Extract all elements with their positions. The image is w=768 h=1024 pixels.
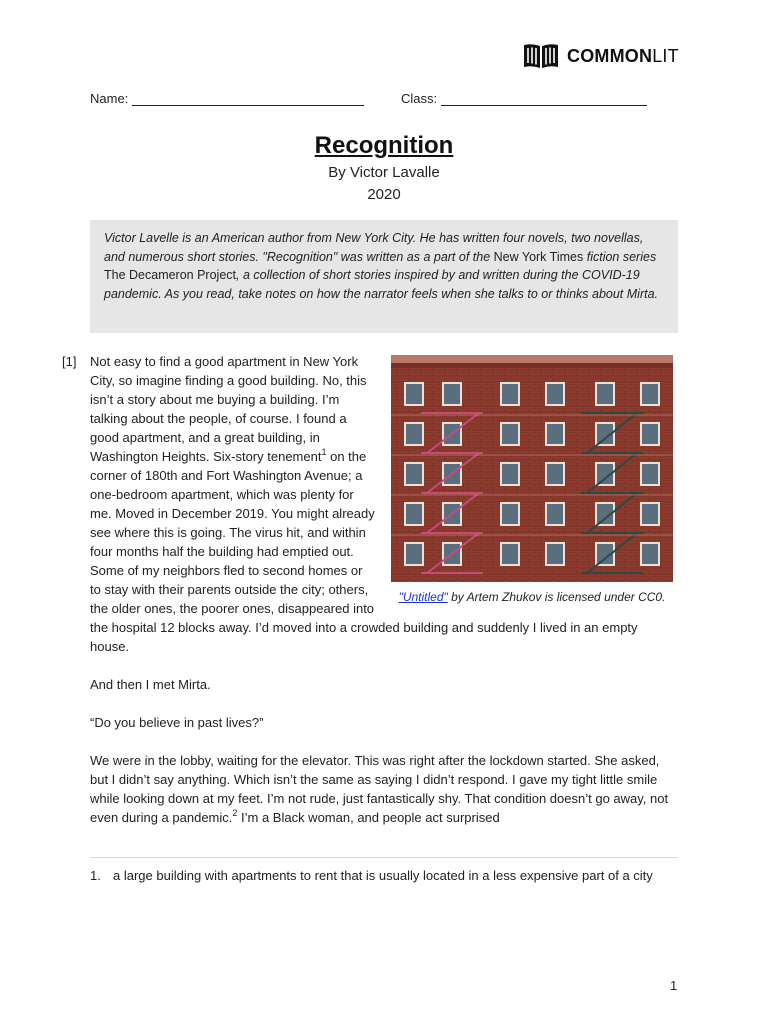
- footnote-ref-2[interactable]: 2: [232, 808, 238, 818]
- publication-year: 2020: [367, 186, 401, 203]
- title-block: [0, 130, 768, 206]
- intro-decameron: The Decameron Project: [104, 268, 237, 283]
- image-caption: [391, 589, 673, 606]
- page-number: 1: [670, 978, 678, 993]
- paragraph-3: “Do you believe in past lives?”: [90, 715, 264, 730]
- class-field[interactable]: [401, 91, 647, 106]
- byline: By Victor Lavalle: [328, 164, 440, 181]
- p1-text-b: on the corner of 180th and Fort Washington Avenue; a one-bedroom apartment, which was plenty for me. Moved in December 2019. You might already see where this is going. The virus hit, and within four months half the building had emptied out. Some of my neighbors fled to second homes or to stay with their parents outside the city; others, the older ones, the poorer ones, disappeared into the hospital 12 blocks away. I’d moved into a crowded building and suddenly I lived in an empty house.: [90, 449, 638, 654]
- footnote-divider: [90, 857, 678, 858]
- page-title: Recognition: [314, 132, 454, 159]
- footnote-1: [90, 866, 678, 886]
- p4-text-b: I’m a Black woman, and people act surprised: [237, 810, 500, 825]
- p4-text-a: We were in the lobby, waiting for the elevator. This was right after the lockdown started. She asked, but I didn’t say anything. Which isn’t the same as saying I didn’t respond. I gave my tight little smile while looking down at my feet. I’m not rude, just fantastically shy. That condition doesn’t go away, not even during a pandemic.: [90, 753, 669, 825]
- intro-text-2: fiction series: [583, 249, 657, 264]
- story-body: [90, 352, 673, 846]
- footnote-text: a large building with apartments to rent that is usually located in a less expensive part of a city: [113, 868, 653, 883]
- name-line[interactable]: [132, 91, 364, 106]
- commonlit-logo: [522, 42, 679, 70]
- intro-text-3: , a collection of short stories inspired by and written during the COVID-19 pandemic. As you read, take notes on how the narrator feels when she talks to or thinks about Mirta.: [104, 268, 659, 301]
- caption-credit: by Artem Zhukov is licensed under CC0.: [447, 590, 666, 604]
- class-line[interactable]: [441, 91, 647, 106]
- class-label: Class:: [401, 91, 438, 106]
- name-field[interactable]: [90, 91, 364, 106]
- logo-text: COMMONLIT: [567, 45, 679, 66]
- p1-text-a: Not easy to find a good apartment in New York City, so imagine finding a good building. No, this isn’t a story about me buying a building. I’m talking about the people, of course. I found a good apartment, and a great building, in Washington Heights. Six-story tenement: [90, 354, 367, 464]
- image-source-link[interactable]: "Untitled": [398, 590, 448, 604]
- intro-text-1: Victor Lavelle is an American author from New York City. He has written four novels, two novellas, and numerous short stories. "Recognition" was written as a part of the: [104, 231, 644, 264]
- intro-nyt: New York Times: [493, 249, 584, 264]
- apartment-building-photo: [391, 355, 673, 582]
- intro-box: [90, 220, 678, 333]
- book-icon: [522, 42, 560, 70]
- footnote-ref-1[interactable]: 1: [321, 447, 327, 457]
- paragraph-2: And then I met Mirta.: [90, 677, 211, 692]
- name-label: Name:: [90, 91, 129, 106]
- image-figure: [383, 352, 673, 606]
- paragraph-4: [90, 751, 673, 827]
- footnote-number: 1.: [90, 868, 101, 883]
- paragraph-number: [1]: [62, 354, 77, 369]
